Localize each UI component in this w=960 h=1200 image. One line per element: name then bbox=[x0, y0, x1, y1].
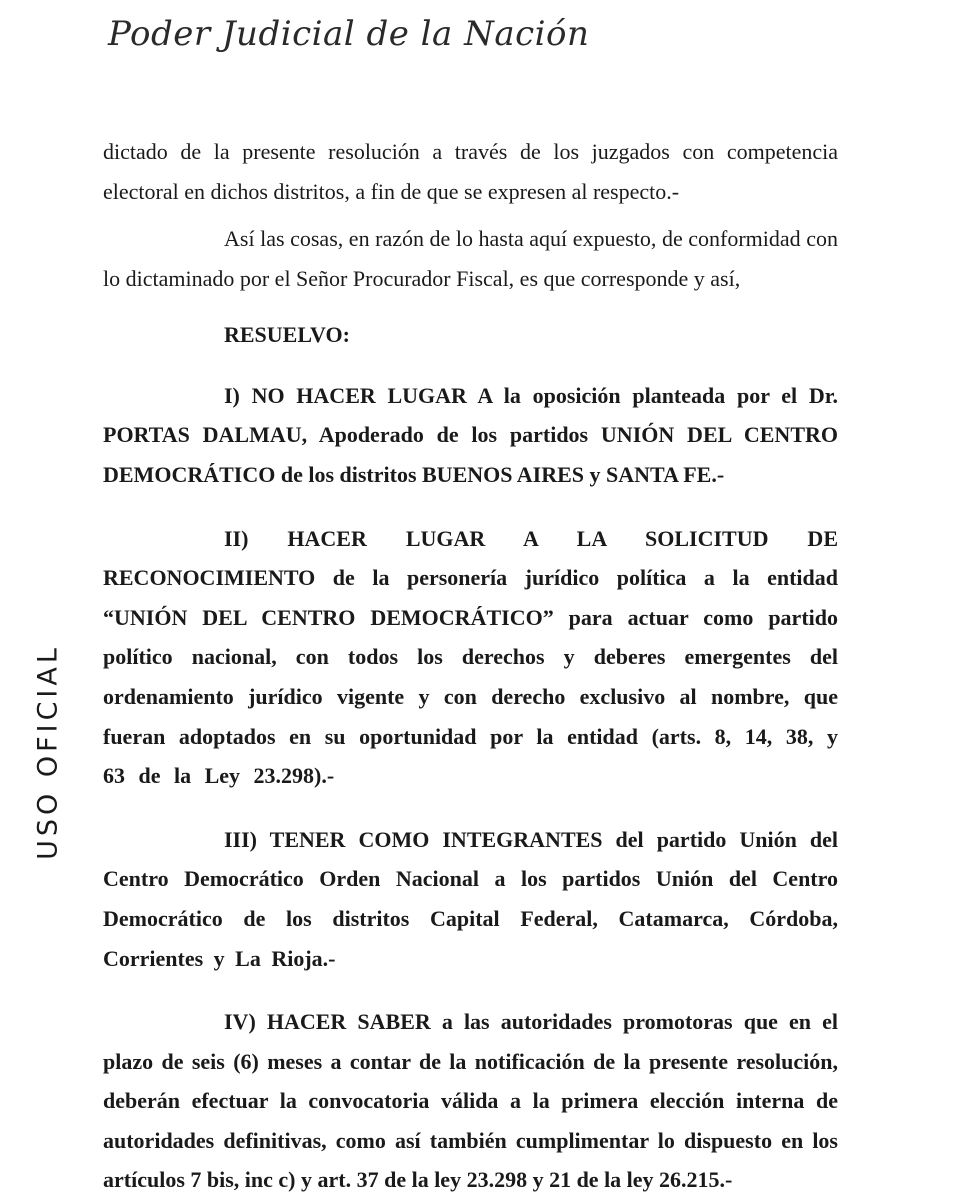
uso-oficial-text: USO OFICIAL bbox=[32, 644, 64, 860]
resolution-item-3: III) TENER COMO INTEGRANTES del partido Unión del Centro Democrático Orden Nacional a los partidos Unión del Centro Democrático de los distritos Capital Federal, Catamarca, Córdoba, Corrientes y La Rioja.- bbox=[103, 826, 838, 971]
resolution-item-1: I) NO HACER LUGAR A la oposición planteada por el Dr. PORTAS DALMAU, Apoderado de los partidos UNIÓN DEL CENTRO DEMOCRÁTICO de los distritos BUENOS AIRES y SANTA FE.- bbox=[103, 382, 838, 487]
paragraph-conformidad: Así las cosas, en razón de lo hasta aquí expuesto, de conformidad con lo dictaminado por el Señor Procurador Fiscal, es que corresponde y así, bbox=[103, 226, 838, 292]
uso-oficial-stamp bbox=[18, 632, 78, 872]
resolution-item-2: II) HACER LUGAR A LA SOLICITUD DE RECONOCIMIENTO de la personería jurídico política a la entidad “UNIÓN DEL CENTRO DEMOCRÁTICO” para actuar como partido político nacional, con todos los derechos y deberes emergentes del ordenamiento jurídico vigente y con derecho exclusivo al nombre, que fueran adoptados en su oportunidad por la entidad (arts. 8, 14, 38, y 63 de la Ley 23.298).- bbox=[103, 525, 838, 789]
document-body bbox=[103, 132, 838, 1200]
paragraph-intro: dictado de la presente resolución a través de los juzgados con competencia electoral en dichos distritos, a fin de que se expresen al respecto.- bbox=[103, 139, 838, 204]
resuelvo-heading: RESUELVO: bbox=[224, 322, 350, 348]
resolution-item-4: IV) HACER SABER a las autoridades promotoras que en el plazo de seis (6) meses a contar de la notificación de la presente resolución, deberán efectuar la convocatoria válida a la primera elección interna de autoridades definitivas, como así también cumplimentar lo dispuesto en los artículos 7 bis, inc c) y art. 37 de la ley 23.298 y 21 de la ley 26.215.- bbox=[103, 1009, 838, 1193]
page-header-title: Poder Judicial de la Nación bbox=[108, 14, 590, 54]
